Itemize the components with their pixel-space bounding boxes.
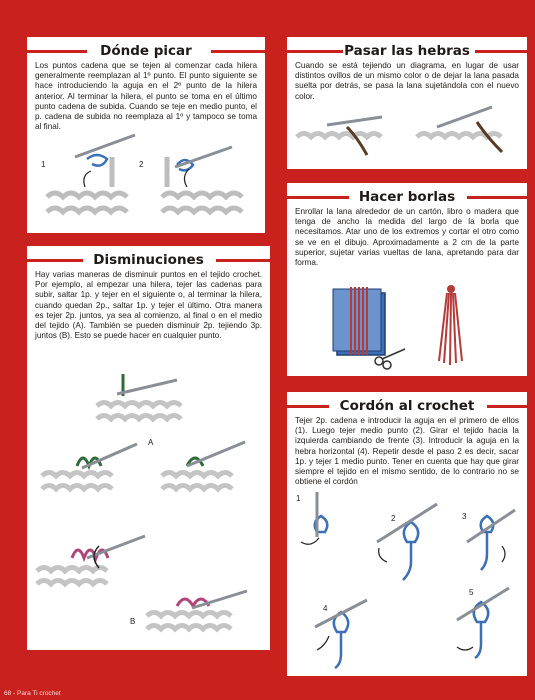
decrease-illustration <box>27 246 270 650</box>
page-footer: 68 - Para Ti crochet <box>4 690 61 697</box>
yarn-illustration <box>287 37 527 169</box>
panel-cordon-crochet <box>287 392 527 676</box>
figure-label-a: A <box>148 438 154 447</box>
figure-number: 2 <box>139 160 144 169</box>
panel-donde-picar <box>27 37 265 233</box>
section-text: Enrollar la lana alrededor de un cartón, libro o madera que tenga de ancho la medida del largo de la borla que necesitamos. Atar uno de los extremos y cortar el otro como se ve en el dibujo. Aproximadamente a 2 cm de la parte superior, sujetar varias vueltas de lana, apretando para dar forma. <box>295 207 519 268</box>
step-number: 2 <box>391 514 396 523</box>
panel-disminuciones <box>27 246 270 650</box>
section-text: Tejer 2p. cadena e introducir la aguja en el primero de ellos (1). Luego tejer medio punto (2). Girar el tejido hacia la izquierda cambiando de frente (3). Introducir la aguja en la hebra horizontal (4). Repetir desde el paso 2 es decir, sacar 1p. y tejer 1 medio punto. Tener en cuenta que hay que girar siempre el tejido en el mismo sentido, de lo contrario no se obtiene el cordón <box>295 416 519 487</box>
section-title: Pasar las hebras <box>344 43 470 59</box>
step-number: 4 <box>323 604 328 613</box>
step-number: 1 <box>296 494 301 503</box>
section-title: Cordón al crochet <box>339 398 475 414</box>
section-text: Hay varias maneras de disminuir puntos en el tejido crochet. Por ejemplo, al empezar una hilera, tejer las cadenas para subir, saltar 1p. y tejer en el siguiente o, al terminar la hilera, cuando quedan 2p., saltar 1p. y tejer el último. Otra manera es tejer 2p. juntos, ya sea al comienzo, al final o en el medio del tejido (A). También se pueden disminuir 2p. tejiendo 3p. juntos (B). Esto se puede hacer en cualquier punto. <box>35 270 262 341</box>
step-number: 5 <box>469 588 474 597</box>
section-title: Disminuciones <box>93 252 204 268</box>
tassel-illustration <box>287 183 527 376</box>
section-text: Cuando se está tejiendo un diagrama, en lugar de usar distintos ovillos de un mismo color o de dejar la lana pasada suelta por detrás, se pasa la lana sujetándola con el nuevo color. <box>295 61 519 101</box>
panel-pasar-hebras <box>287 37 527 169</box>
section-title: Hacer borlas <box>358 189 456 205</box>
figure-label-b: B <box>130 617 136 626</box>
section-title: Dónde picar <box>100 43 192 59</box>
figure-number: 1 <box>41 160 46 169</box>
section-text: Los puntos cadena que se tejen al comenzar cada hilera generalmente reemplazan al 1º punto. El punto siguiente se hace introduciendo la aguja en el 2º punto de la hilera anterior. Al terminar la hilera, el punto se toma en el último punto cadena de subida. Cuando se teje en medio punto, el p. cadena de subida no reemplaza al 1º y tampoco se toma al final. <box>35 61 257 132</box>
stitch-illustration <box>27 37 265 233</box>
step-number: 3 <box>462 512 467 521</box>
cord-illustration <box>287 392 527 676</box>
panel-hacer-borlas <box>287 183 527 376</box>
